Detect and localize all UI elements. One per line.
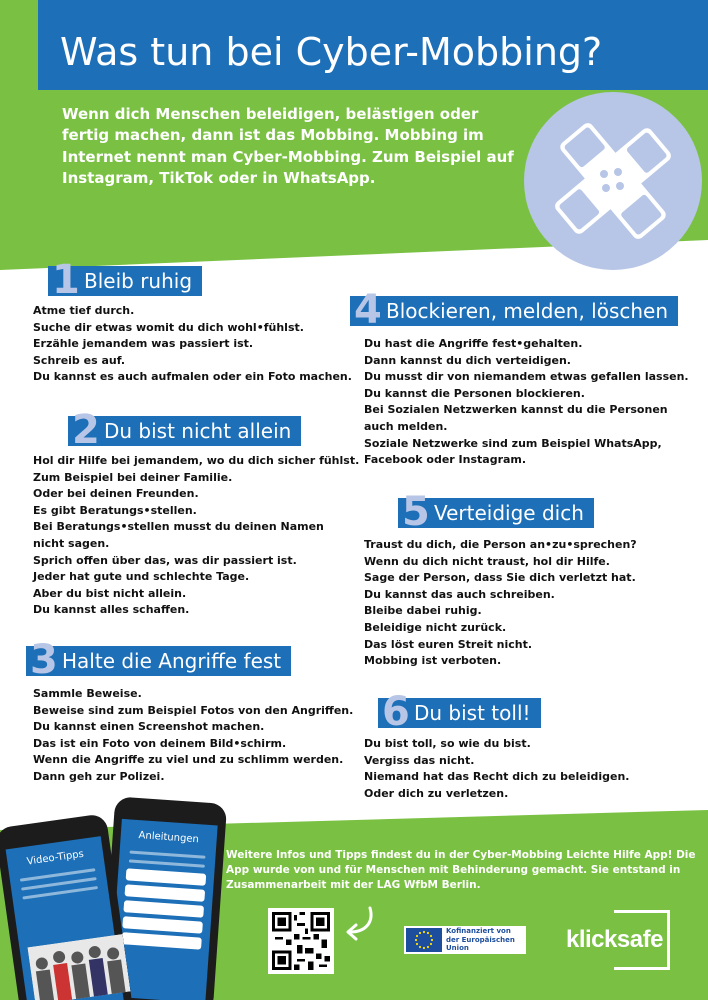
section-number: 5 [402, 489, 430, 535]
section-line: Bleibe dabei ruhig. [364, 604, 482, 618]
section-line: nicht sagen. [33, 536, 110, 550]
section-line: Oder dich zu verletzen. [364, 786, 509, 800]
klicksafe-logo[interactable] [566, 910, 670, 970]
section-line: Bei Beratungs•stellen musst du deinen Namen [33, 520, 324, 534]
section-6-heading [378, 689, 541, 735]
brand-name: klicksafe [566, 926, 663, 953]
section-number: 1 [52, 257, 80, 303]
section-line: Zum Beispiel bei deiner Familie. [33, 470, 233, 484]
eu-funding-label: Kofinanziert von der Europäischen Union [446, 927, 515, 953]
section-line: Wenn die Angriffe zu viel und zu schlimm werden. [33, 753, 344, 767]
section-line: Du bist toll, so wie du bist. [364, 737, 531, 750]
section-line: Schreib es auf. [33, 353, 126, 367]
section-number: 3 [30, 637, 58, 683]
section-1-body [33, 303, 352, 386]
section-line: Beweise sind zum Beispiel Fotos von den Angriffen. [33, 703, 354, 717]
section-line: Du hast die Angriffe fest•gehalten. [364, 337, 583, 350]
section-line: Das löst euren Streit nicht. [364, 637, 533, 651]
section-4-body [364, 336, 689, 469]
phone-screen-title: Anleitungen [138, 830, 200, 846]
section-line: Du kannst es auch aufmalen oder ein Foto machen. [33, 370, 352, 384]
section-line: Dann geh zur Polizei. [33, 769, 165, 783]
group-photo-icon [27, 934, 130, 1000]
section-number: 2 [72, 407, 100, 453]
section-line: Du kannst einen Screenshot machen. [33, 720, 265, 734]
section-4-heading [350, 287, 678, 333]
section-line: Sammle Beweise. [33, 687, 142, 700]
section-line: Niemand hat das Recht dich zu beleidigen. [364, 770, 630, 784]
section-5-body [364, 537, 637, 670]
section-line: Du kannst alles schaffen. [33, 603, 190, 617]
section-title: Halte die Angriffe fest [62, 649, 282, 673]
section-line: Es gibt Beratungs•stellen. [33, 503, 197, 517]
qr-code[interactable] [268, 908, 334, 974]
section-line: Atme tief durch. [33, 304, 135, 317]
section-line: Traust du dich, die Person an•zu•sprechen? [364, 538, 637, 551]
section-3-heading [26, 637, 291, 683]
section-2-heading [68, 407, 301, 453]
section-title: Blockieren, melden, löschen [386, 299, 669, 323]
section-3-body [33, 686, 353, 786]
eu-flag-icon [406, 928, 442, 952]
section-line: Aber du bist nicht allein. [33, 586, 187, 600]
section-line: Sprich offen über das, was dir passiert ist. [33, 553, 297, 567]
page-title: Was tun bei Cyber-Mobbing? [60, 30, 603, 74]
qr-code-icon [272, 912, 330, 970]
section-title: Verteidige dich [434, 501, 584, 525]
section-line: Du kannst die Personen blockieren. [364, 386, 585, 400]
section-line: Suche dir etwas womit du dich wohl•fühlst. [33, 320, 304, 334]
section-5-heading [398, 489, 594, 535]
section-title: Du bist toll! [414, 701, 531, 725]
intro-text: Wenn dich Menschen beleidigen, belästigen oder fertig machen, dann ist das Mobbing. Mobbing im Internet nennt man Cyber-Mobbing. Zum Beispiel auf Instagram, TikTok oder in WhatsApp. [62, 105, 514, 187]
section-line: Dann kannst du dich verteidigen. [364, 353, 571, 367]
section-line: Hol dir Hilfe bei jemandem, wo du dich sicher fühlst. [33, 454, 360, 467]
section-line: Wenn du dich nicht traust, hol dir Hilfe. [364, 554, 610, 568]
arrow-icon [340, 904, 380, 944]
section-number: 6 [382, 689, 410, 735]
section-line: Soziale Netzwerke sind zum Beispiel WhatsApp, [364, 436, 662, 450]
section-line: auch melden. [364, 419, 448, 433]
section-line: Du kannst das auch schreiben. [364, 587, 555, 601]
section-line: Sage der Person, dass Sie dich verletzt hat. [364, 571, 636, 585]
footer-info-text: Weitere Infos und Tipps findest du in der Cyber-Mobbing Leichte Hilfe App! Die App wurde von und für Menschen mit Behinderung gemacht. Sie entstand in Zusammenarbeit mit der LAG WfbM Berlin. [226, 849, 696, 891]
section-1-heading [48, 257, 202, 303]
section-line: Jeder hat gute und schlechte Tage. [33, 570, 250, 584]
section-line: Oder bei deinen Freunden. [33, 487, 199, 501]
section-line: Mobbing ist verboten. [364, 654, 502, 668]
section-number: 4 [354, 287, 382, 333]
section-line: Bei Sozialen Netzwerken kannst du die Personen [364, 403, 668, 417]
section-title: Du bist nicht allein [104, 419, 292, 443]
plaster-badge [524, 92, 702, 270]
plaster-icon [524, 92, 702, 270]
eu-funding-logo [404, 926, 526, 954]
section-line: Beleidige nicht zurück. [364, 620, 507, 634]
section-line: Erzähle jemandem was passiert ist. [33, 337, 254, 351]
section-line: Vergiss das nicht. [364, 753, 475, 767]
section-line: Facebook oder Instagram. [364, 453, 527, 467]
section-2-body [33, 453, 359, 619]
phone-screen-title: Video-Tipps [26, 848, 85, 868]
section-line: Du musst dir von niemandem etwas gefallen lassen. [364, 370, 689, 384]
section-6-body [364, 736, 629, 802]
section-line: Das ist ein Foto von deinem Bild•schirm. [33, 736, 287, 750]
section-title: Bleib ruhig [84, 269, 193, 293]
